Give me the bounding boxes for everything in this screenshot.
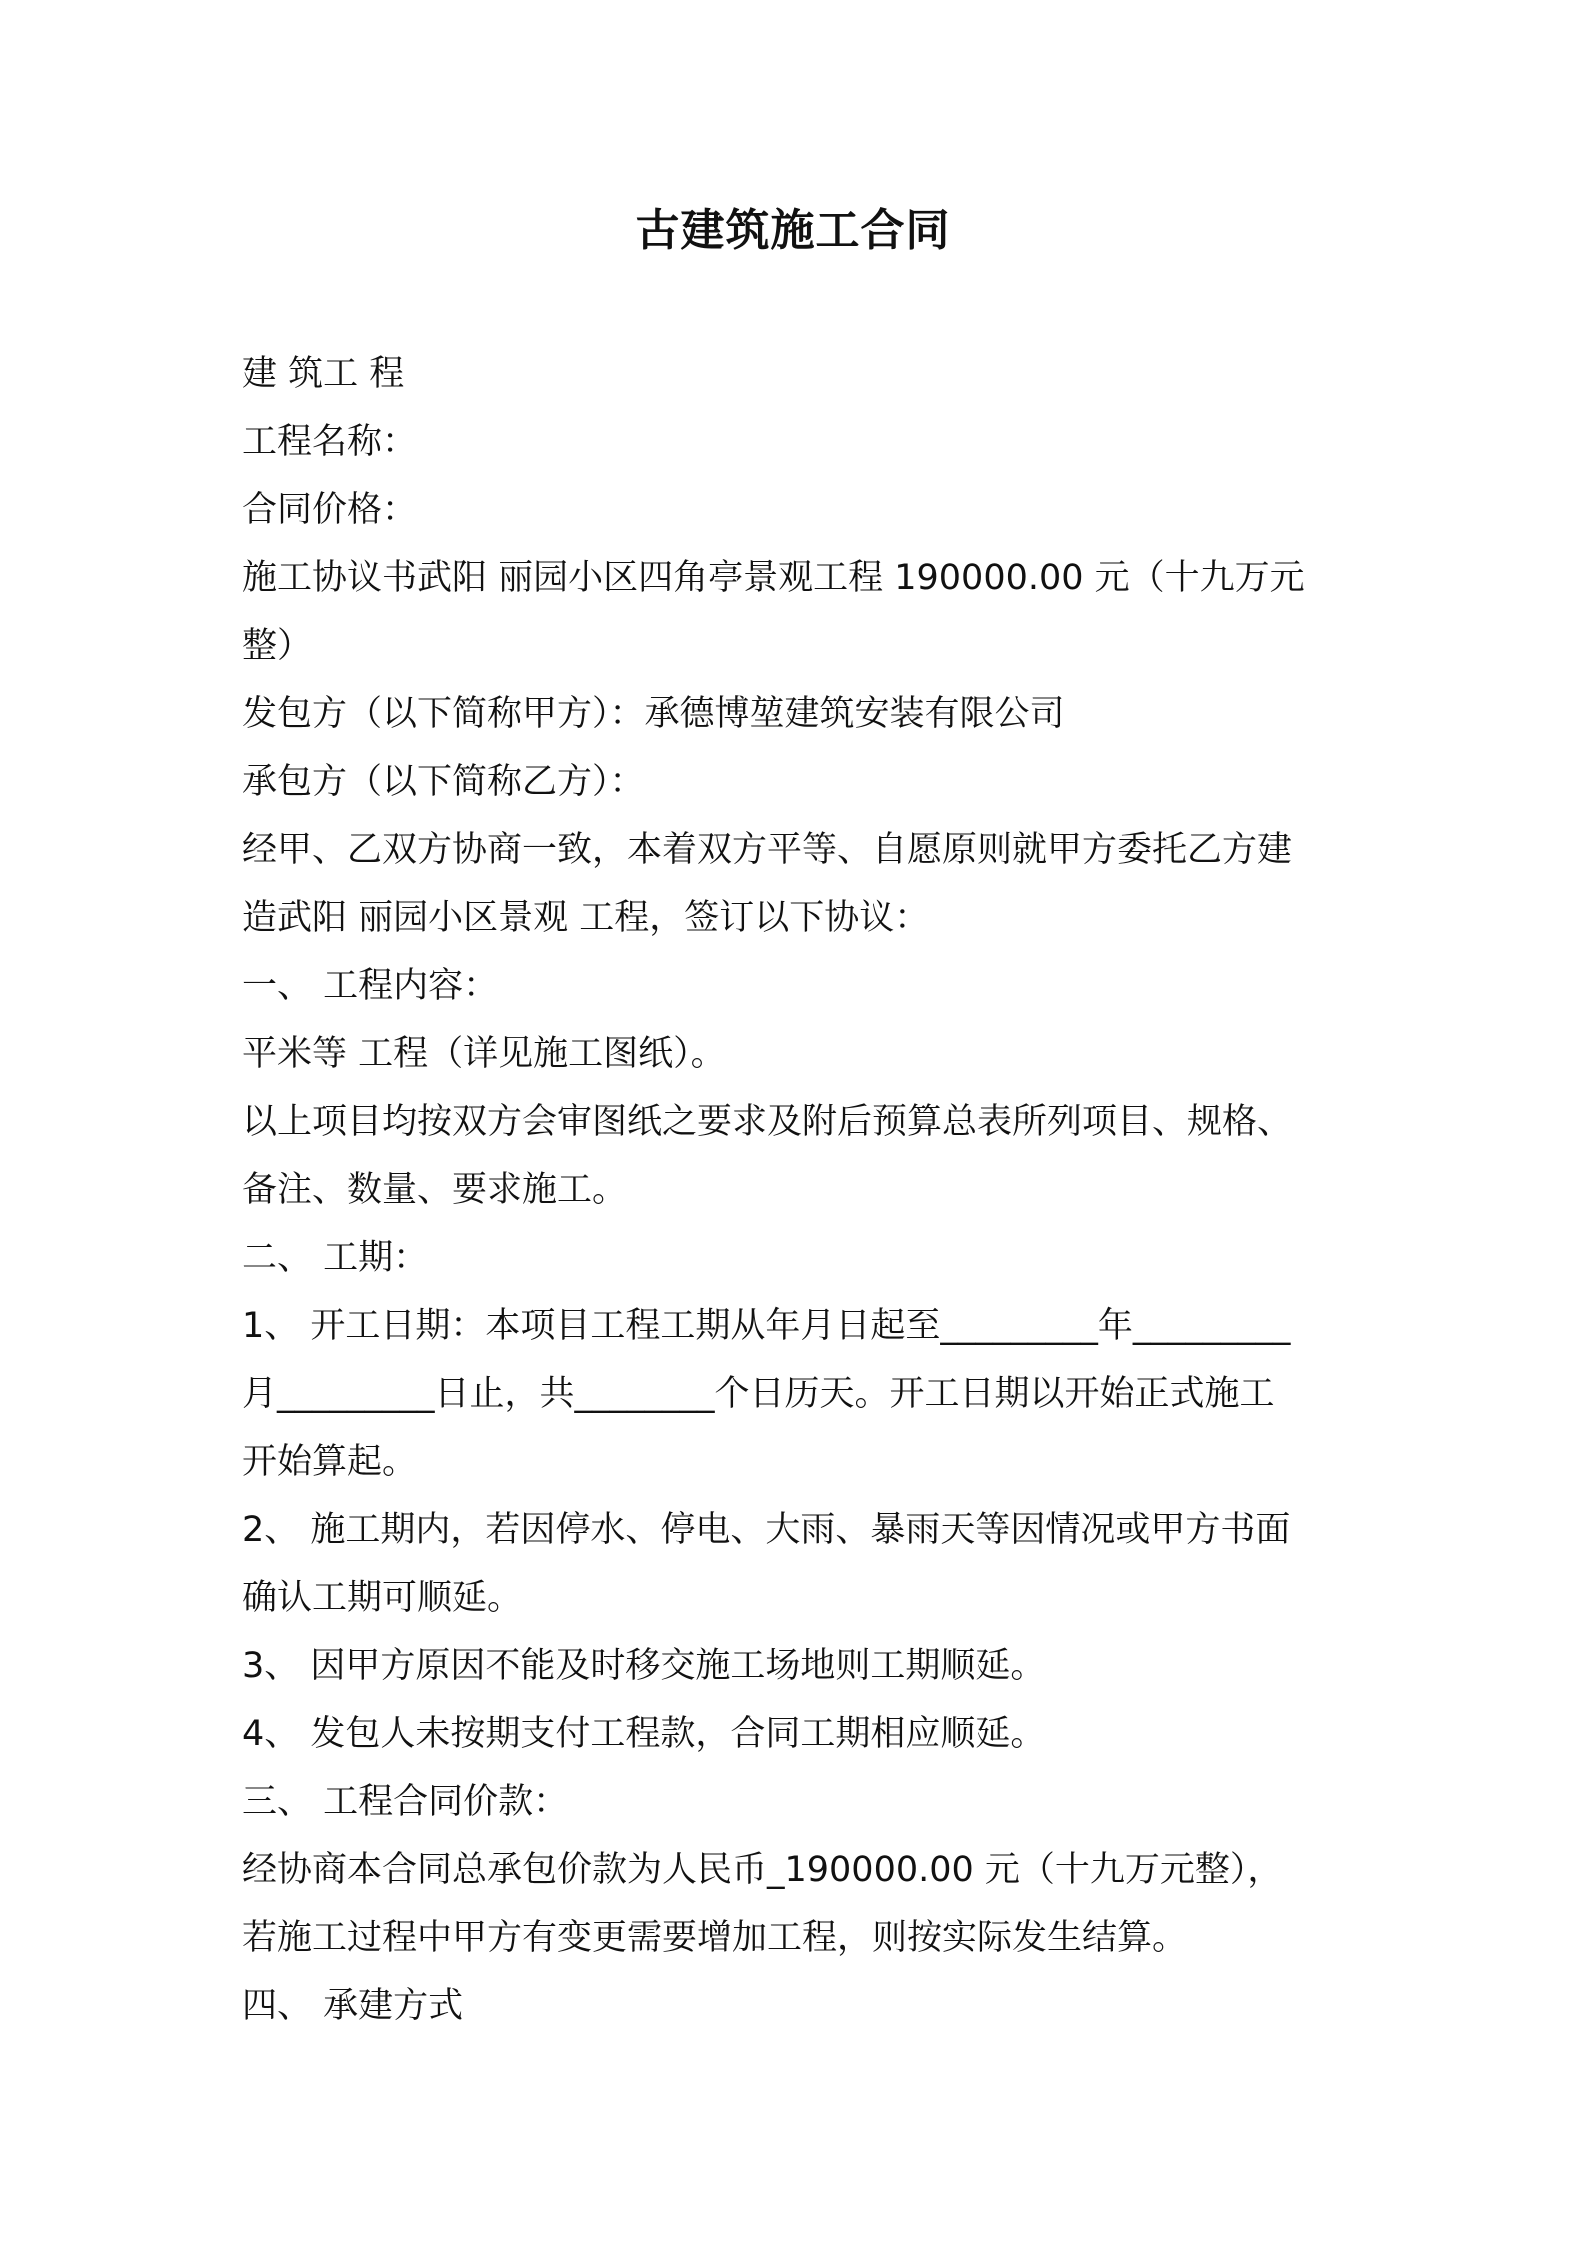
section-heading: 一、 工程内容：	[242, 966, 499, 1006]
section-heading: 三、 工程合同价款：	[242, 1782, 569, 1822]
text-line: 1、 开工日期：本项目工程工期从年月日起至_________年_________	[242, 1306, 1291, 1346]
text-line: 经协商本合同总承包价款为人民币_190000.00 元（十九万元整），	[242, 1850, 1283, 1890]
text-line: 施工协议书武阳 丽园小区四角亭景观工程 190000.00 元（十九万元	[242, 558, 1305, 598]
text-line: 承包方（以下简称乙方）：	[242, 762, 645, 802]
text-line: 平米等 工程（详见施工图纸）。	[242, 1034, 726, 1074]
section-heading: 四、 承建方式	[242, 1986, 464, 2026]
text-line: 4、 发包人未按期支付工程款，合同工期相应顺延。	[242, 1714, 1046, 1754]
text-line: 经甲、乙双方协商一致，本着双方平等、自愿原则就甲方委托乙方建	[242, 830, 1293, 870]
text-line: 月_________日止，共________个日历天。开工日期以开始正式施工	[242, 1374, 1275, 1414]
text-line: 整）	[242, 626, 313, 666]
document-body	[242, 340, 1352, 2040]
text-line: 造武阳 丽园小区景观 工程，签订以下协议：	[242, 898, 930, 938]
section-heading: 二、 工期：	[242, 1238, 429, 1278]
text-line: 以上项目均按双方会审图纸之要求及附后预算总表所列项目、规格、	[242, 1102, 1293, 1142]
document-title: 古建筑施工合同	[635, 205, 951, 256]
text-line: 工程名称：	[242, 422, 418, 462]
text-line: 2、 施工期内，若因停水、停电、大雨、暴雨天等因情况或甲方书面	[242, 1510, 1291, 1550]
text-line: 合同价格：	[242, 490, 418, 530]
text-line: 发包方（以下简称甲方）：承德博堃建筑安装有限公司	[242, 694, 1065, 734]
text-line: 若施工过程中甲方有变更需要增加工程，则按实际发生结算。	[242, 1918, 1188, 1958]
text-line: 3、 因甲方原因不能及时移交施工场地则工期顺延。	[242, 1646, 1046, 1686]
text-line: 开始算起。	[242, 1442, 418, 1482]
text-line: 确认工期可顺延。	[242, 1578, 523, 1618]
text-line: 建 筑工 程	[242, 354, 405, 394]
text-line: 备注、数量、要求施工。	[242, 1170, 628, 1210]
